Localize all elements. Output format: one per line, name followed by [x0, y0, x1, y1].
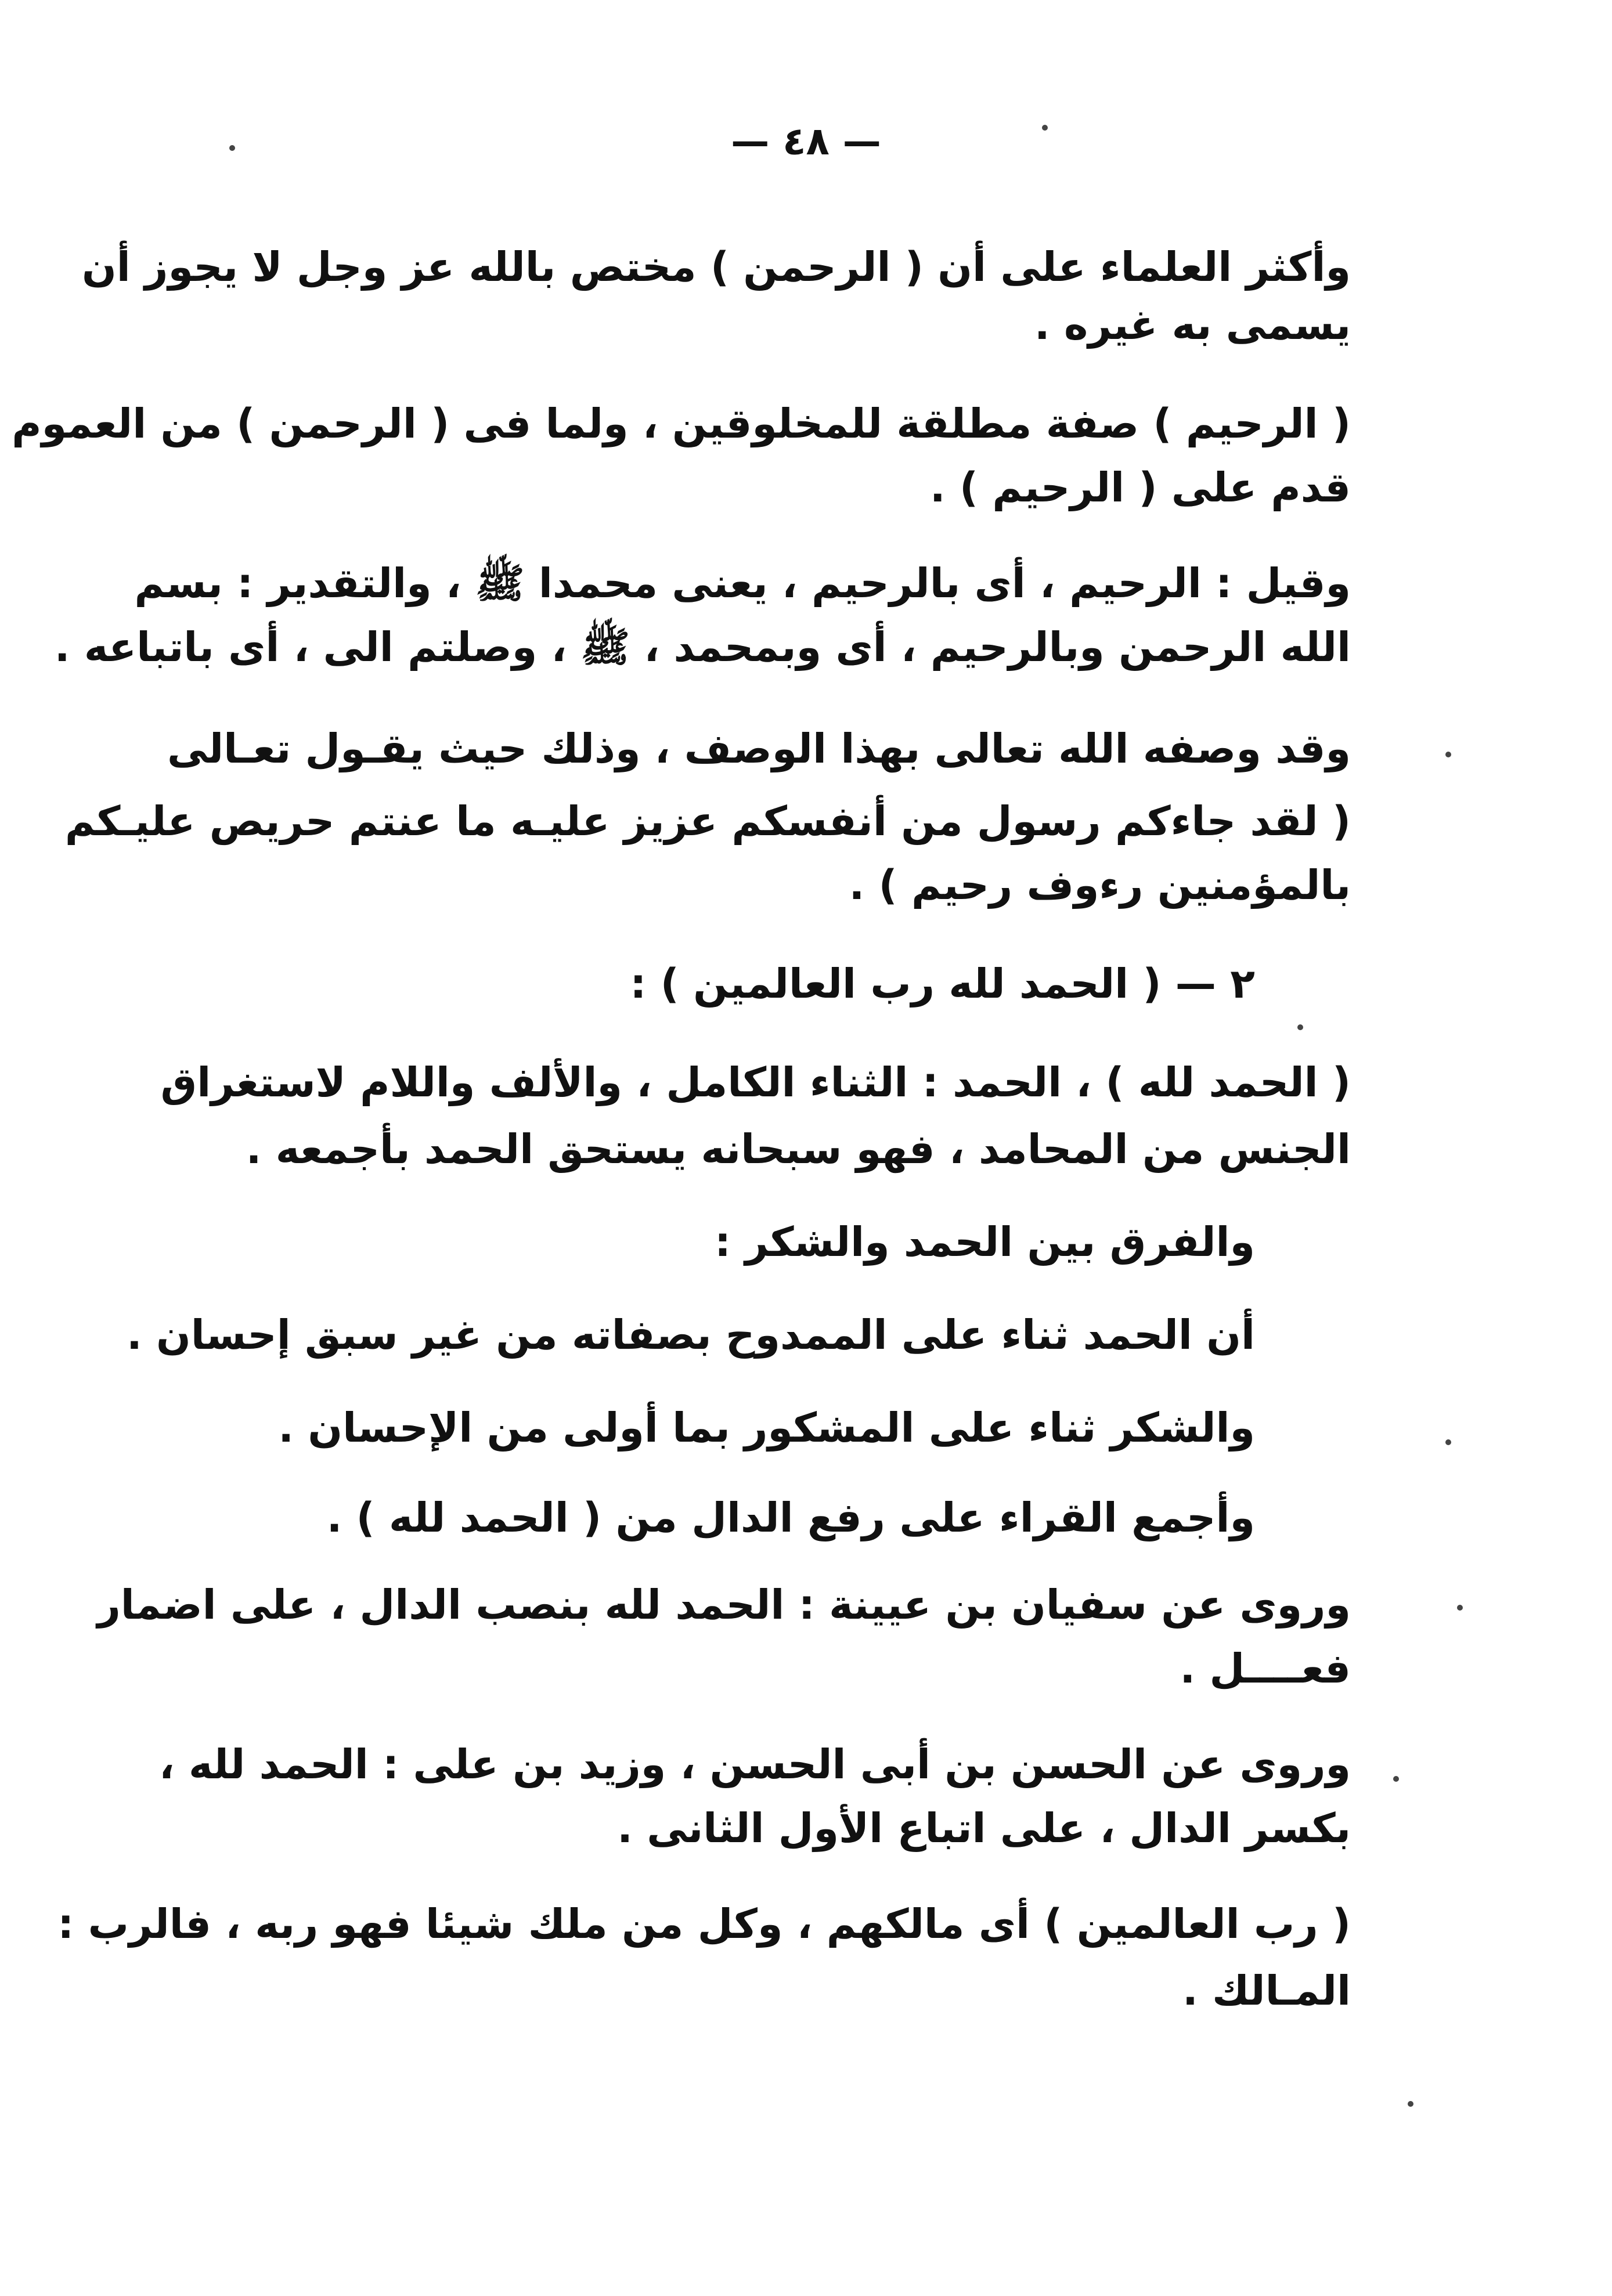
text-line-14: أن الحمد ثناء على الممدوح بصفاته من غير سبق إحسان .: [127, 1311, 1255, 1359]
text-line-18: فعــــل .: [1180, 1645, 1351, 1692]
text-line-19: وروى عن الحسن بن أبى الحسن ، وزيد بن على : الحمد لله ،: [159, 1741, 1351, 1788]
text-line-7: وقد وصفه الله تعالى بهذا الوصف ، وذلك حيث يقـول تعـالى: [167, 725, 1351, 772]
text-line-1: وأكثر العلماء على أن ( الرحمن ) مختص بالله عز وجل لا يجوز أن: [82, 243, 1351, 291]
text-line-20: بكسر الدال ، على اتباع الأول الثانى .: [617, 1804, 1351, 1852]
text-line-11: ( الحمد لله ) ، الحمد : الثناء الكامل ، والألف واللام لاستغراق: [160, 1059, 1351, 1106]
text-line-9: بالمؤمنين رءوف رحيم ) .: [849, 861, 1351, 909]
scan-speck: [1297, 1024, 1303, 1030]
scan-speck: [1042, 125, 1048, 131]
scan-speck: [1408, 2101, 1413, 2107]
page-number: — ٤٨ —: [731, 119, 881, 164]
text-line-16: وأجمع القراء على رفع الدال من ( الحمد لله ) .: [326, 1494, 1255, 1542]
scan-speck: [1457, 1605, 1463, 1611]
text-line-13: والفرق بين الحمد والشكر :: [715, 1218, 1255, 1266]
scan-speck: [1445, 752, 1451, 757]
text-line-4: قدم على ( الرحيم ) .: [930, 464, 1351, 511]
text-line-2: يسمى به غيره .: [1034, 301, 1351, 349]
scan-speck: [229, 145, 235, 151]
text-line-5: وقيل : الرحيم ، أى بالرحيم ، يعنى محمدا ﷺ ، والتقدير : بسم: [134, 559, 1351, 607]
text-line-12: الجنس من المحامد ، فهو سبحانه يستحق الحمد بأجمعه .: [246, 1125, 1351, 1173]
text-line-3: ( الرحيم ) صفة مطلقة للمخلوقين ، ولما فى ( الرحمن ) من العموم: [12, 400, 1351, 447]
section-heading: ٢ — ( الحمد لله رب العالمين ) :: [630, 960, 1255, 1008]
text-line-22: المـالك .: [1182, 1967, 1351, 2015]
text-line-15: والشكر ثناء على المشكور بما أولى من الإحسان .: [278, 1404, 1255, 1452]
text-line-17: وروى عن سفيان بن عيينة : الحمد لله بنصب الدال ، على اضمار: [97, 1581, 1351, 1629]
text-line-21: ( رب العالمين ) أى مالكهم ، وكل من ملك شيئا فهو ربه ، فالرب :: [57, 1900, 1351, 1948]
text-line-6: الله الرحمن وبالرحيم ، أى وبمحمد ، ﷺ ، وصلتم الى ، أى باتباعه .: [54, 623, 1351, 671]
text-line-8: ( لقد جاءكم رسول من أنفسكم عزيز عليـه ما عنتم حريص عليـكم: [64, 797, 1351, 845]
scan-speck: [1393, 1776, 1399, 1782]
scan-speck: [1445, 1439, 1451, 1445]
